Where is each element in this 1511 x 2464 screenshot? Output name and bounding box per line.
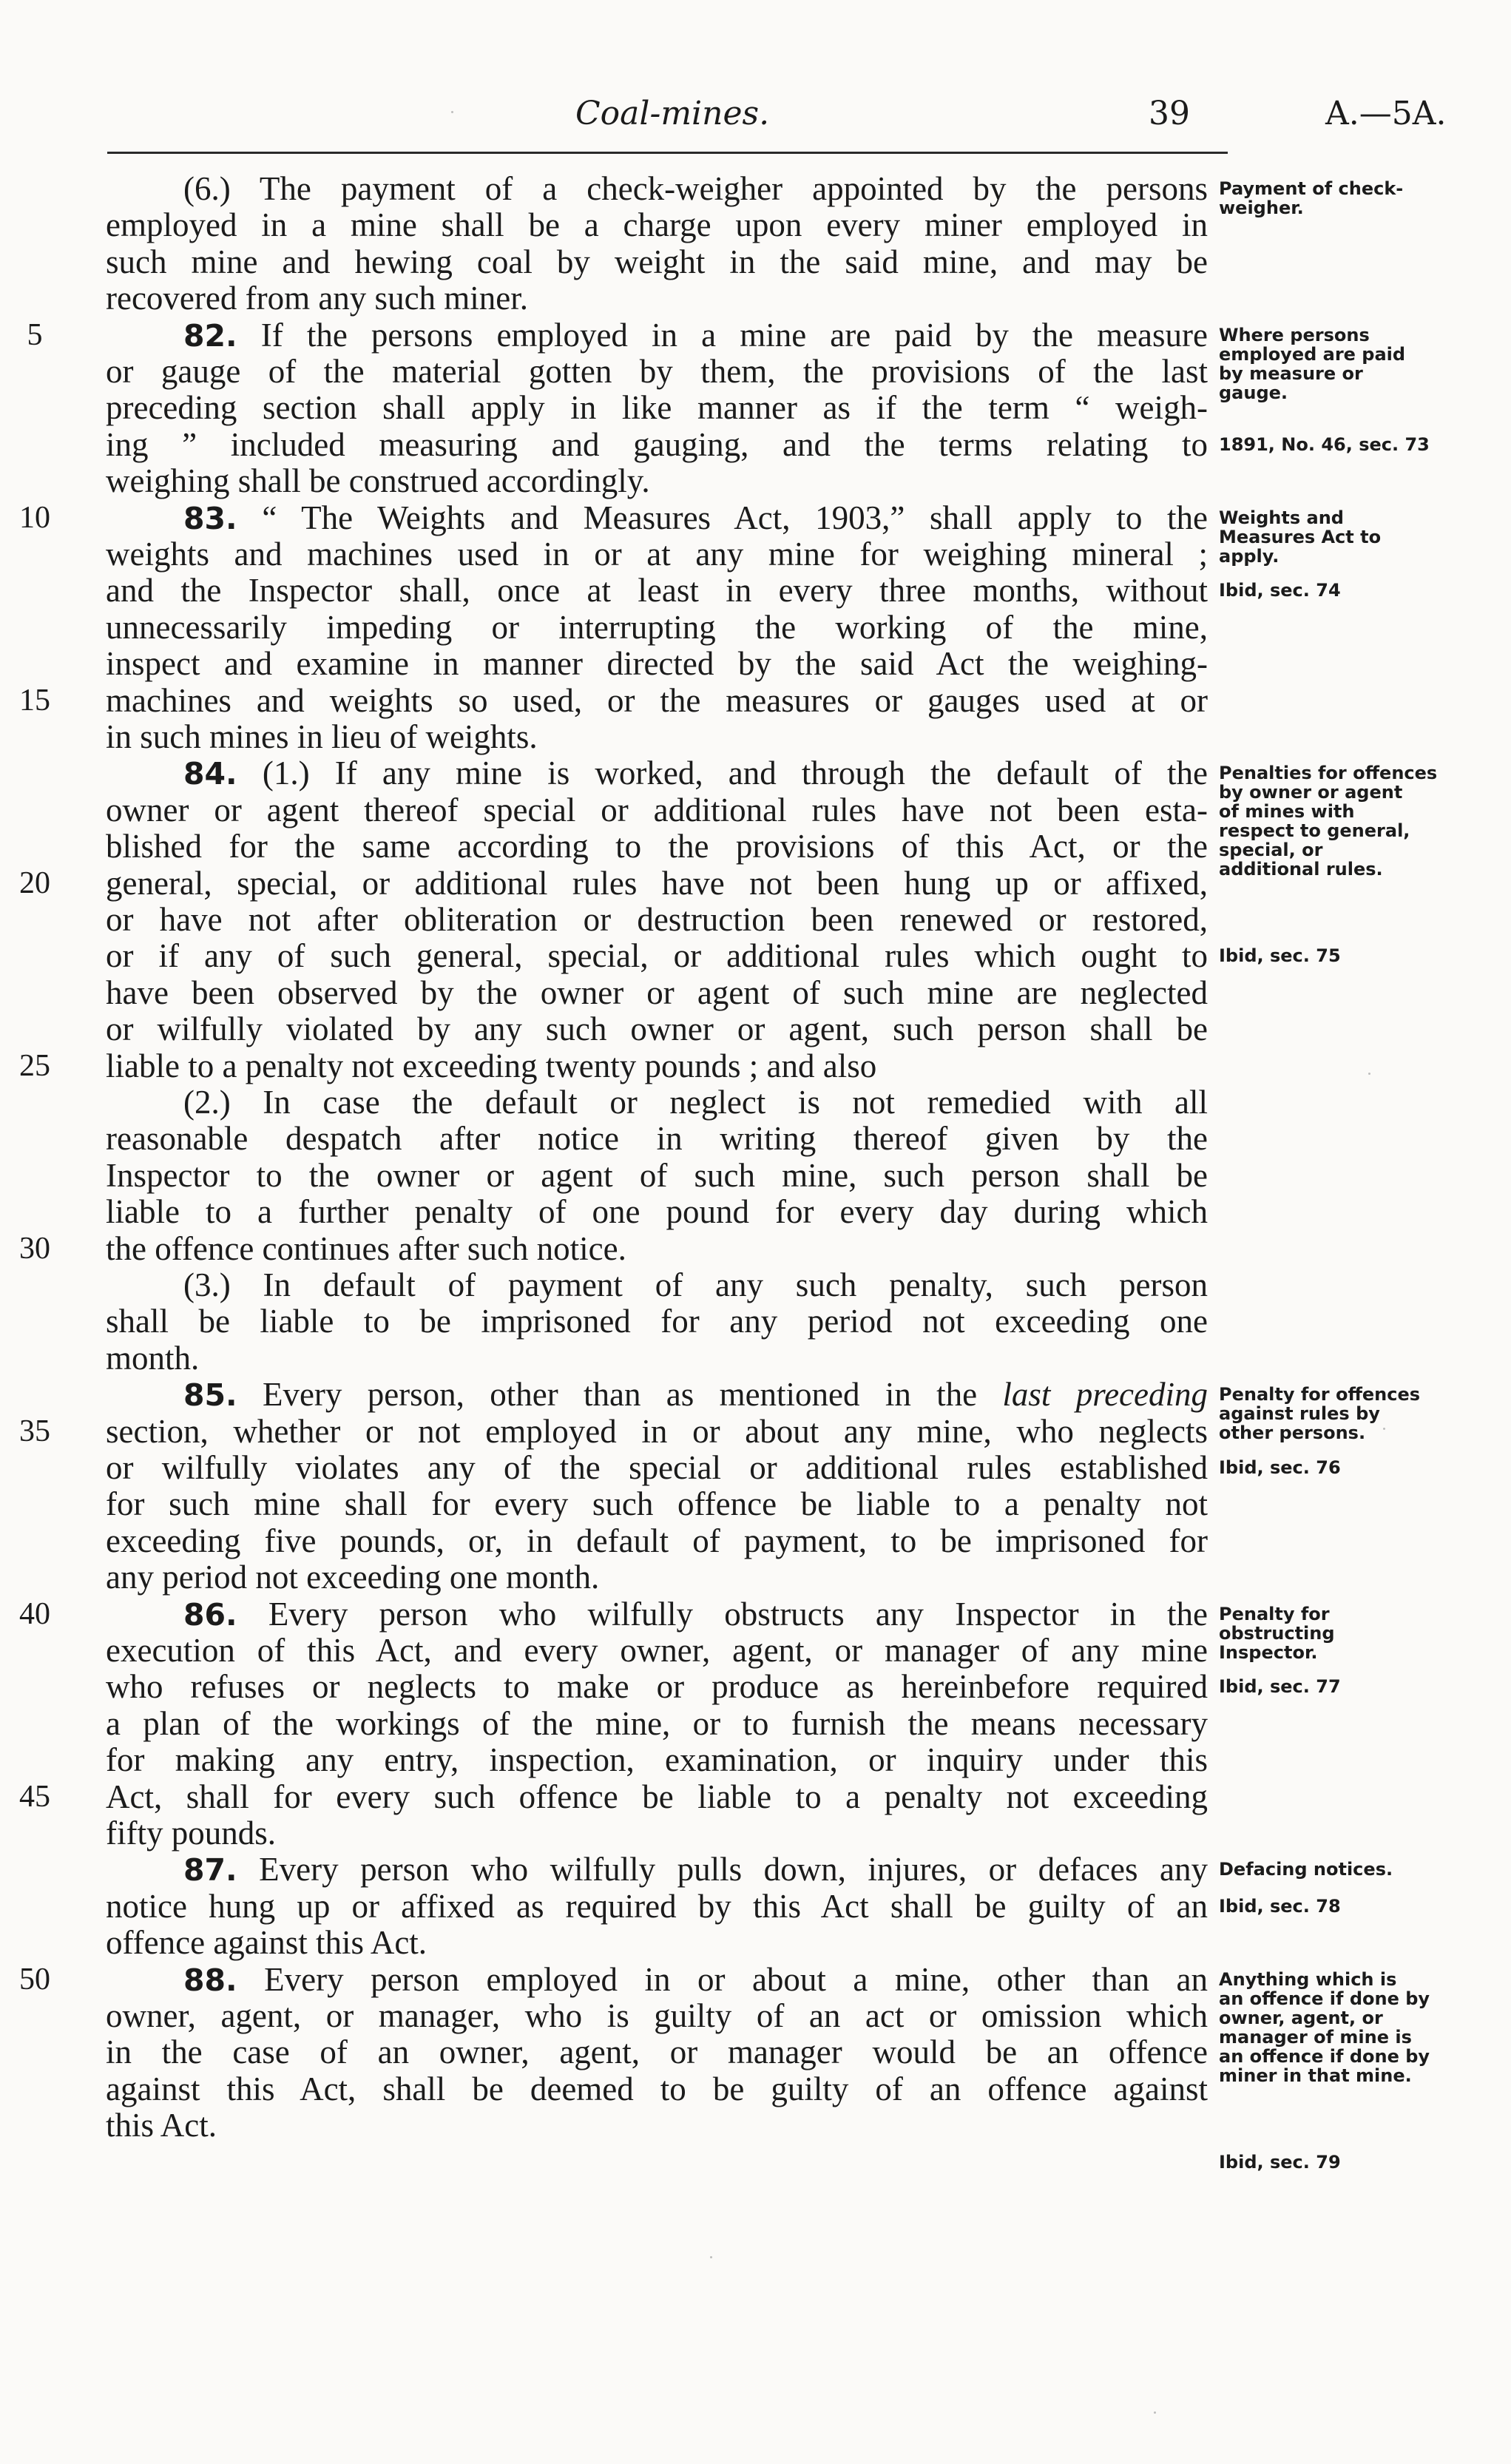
line-text: owner or agent thereof special or additional rules have not been esta- (106, 791, 1208, 828)
text-line (106, 1596, 1208, 1633)
text-line (106, 499, 1208, 536)
text-line (106, 791, 1208, 828)
line-text: Every person who wilfully obstructs any Inspector in the (268, 1596, 1208, 1633)
header-rule (107, 152, 1228, 154)
margin-note-line: Payment of check- (1219, 178, 1404, 199)
line-text: (3.) In default of payment of any such penalty, such person (183, 1266, 1208, 1303)
text-line (106, 317, 1208, 354)
margin-note (1219, 1677, 1507, 1696)
text-line (106, 1741, 1208, 1778)
margin-note (1219, 763, 1507, 879)
line-text: ing ” included measuring and gauging, and the terms relating to (106, 426, 1208, 463)
line-number: 10 (19, 501, 50, 535)
margin-note-line: Ibid, sec. 79 (1219, 2152, 1341, 2173)
line-text: “ The Weights and Measures Act, 1903,” shall apply to the (262, 499, 1208, 536)
margin-note-line: employed are paid (1219, 344, 1406, 365)
text-line (106, 1120, 1208, 1157)
margin-note-line: by measure or (1219, 363, 1363, 384)
text-line (106, 1010, 1208, 1047)
line-text: fifty pounds. (106, 1815, 276, 1852)
line-text: or have not after obliteration or destruction been renewed or restored, (106, 901, 1208, 938)
margin-note-line: Anything which is (1219, 1969, 1397, 1990)
margin-note-line: Ibid, sec. 74 (1219, 580, 1341, 601)
line-text: liable to a further penalty of one pound for every day during which (106, 1193, 1208, 1230)
text-line (106, 1924, 1208, 1961)
margin-note-line: Ibid, sec. 77 (1219, 1676, 1341, 1697)
line-text: Every person, other than as mentioned in the (262, 1376, 978, 1413)
paper-speck (451, 111, 453, 113)
text-line (106, 280, 1208, 317)
margin-note-line: by owner or agent (1219, 782, 1403, 803)
text-line (106, 1705, 1208, 1742)
text-line (106, 2070, 1208, 2107)
line-text: recovered from any such miner. (106, 280, 529, 317)
margin-note-line: respect to general, (1219, 820, 1410, 841)
margin-note-line: miner in that mine. (1219, 2065, 1412, 2086)
line-number: 35 (19, 1414, 50, 1448)
margin-note (1219, 581, 1507, 600)
text-line (106, 1413, 1208, 1450)
text-line (106, 937, 1208, 974)
text-line (106, 901, 1208, 938)
line-text: such mine and hewing coal by weight in the said mine, and may be (106, 243, 1208, 280)
text-line (106, 1997, 1208, 2034)
text-line (106, 1815, 1208, 1852)
text-line (106, 1230, 1208, 1267)
line-text: (6.) The payment of a check-weigher appointed by the persons (183, 170, 1208, 207)
line-number: 45 (19, 1780, 50, 1814)
text-line (106, 2107, 1208, 2144)
line-text: owner, agent, or manager, who is guilty of an act or omission which (106, 1997, 1208, 2034)
line-text: shall be liable to be imprisoned for any period not exceeding one (106, 1303, 1208, 1340)
margin-note (1219, 946, 1507, 965)
margin-note-line: Measures Act to (1219, 527, 1382, 547)
page-number: 39 (1149, 95, 1190, 132)
section-number: 85. (183, 1377, 237, 1413)
text-line (106, 609, 1208, 646)
line-text: the offence continues after such notice. (106, 1230, 626, 1267)
line-text: employed in a mine shall be a charge upon every miner employed in (106, 206, 1208, 243)
margin-note (1219, 1897, 1507, 1916)
line-text: blished for the same according to the provisions of this Act, or the (106, 828, 1208, 865)
margin-note-line: an offence if done by (1219, 1988, 1430, 2009)
line-text: liable to a penalty not exceeding twenty pounds ; and also (106, 1047, 877, 1084)
margin-note (1219, 1385, 1507, 1442)
text-line (106, 389, 1208, 426)
text-line (106, 1084, 1208, 1121)
line-number: 30 (19, 1232, 50, 1266)
line-text: a plan of the workings of the mine, or to furnish the means necessary (106, 1705, 1208, 1742)
text-line (106, 1047, 1208, 1084)
margin-note-line: owner, agent, or (1219, 2008, 1383, 2028)
margin-note (1219, 1458, 1507, 1477)
margin-note-line: Penalty for (1219, 1604, 1330, 1624)
text-line (106, 1961, 1208, 1998)
text-line (106, 1449, 1208, 1486)
line-text: machines and weights so used, or the measures or gauges used at or (106, 682, 1208, 719)
margin-note-line: Ibid, sec. 78 (1219, 1896, 1341, 1917)
line-text: month. (106, 1340, 200, 1377)
line-text: inspect and examine in manner directed by the said Act the weighing- (106, 645, 1208, 682)
section-number: 84. (183, 756, 237, 791)
line-text: or wilfully violated by any such owner or agent, such person shall be (106, 1010, 1208, 1047)
text-line (106, 243, 1208, 280)
text-line (106, 353, 1208, 390)
text-line (106, 682, 1208, 719)
margin-note-line: against rules by (1219, 1403, 1380, 1424)
line-text: (1.) If any mine is worked, and through the default of the (262, 755, 1209, 791)
text-line (106, 2033, 1208, 2070)
margin-note-line: weigher. (1219, 198, 1304, 218)
margin-note-line: Penalties for offences (1219, 763, 1438, 783)
text-line (106, 1668, 1208, 1705)
line-text: execution of this Act, and every owner, agent, or manager of any mine (106, 1632, 1208, 1669)
text-line (106, 1303, 1208, 1340)
text-line (106, 1193, 1208, 1230)
margin-note (1219, 325, 1507, 402)
line-number: 50 (19, 1962, 50, 1996)
text-line (106, 645, 1208, 682)
margin-note (1219, 435, 1507, 454)
margin-note-line: special, or (1219, 840, 1323, 860)
line-text: weighing shall be construed accordingly. (106, 462, 650, 499)
margin-note-line: Ibid, sec. 76 (1219, 1457, 1341, 1478)
paper-speck (1154, 2411, 1156, 2414)
section-number: 83. (183, 501, 237, 536)
line-text: (2.) In case the default or neglect is not remedied with all (183, 1084, 1208, 1121)
emphasis-text: last preceding (1002, 1376, 1209, 1413)
text-line (106, 718, 1208, 755)
line-text: exceeding five pounds, or, in default of payment, to be imprisoned for (106, 1522, 1208, 1559)
line-text: notice hung up or affixed as required by this Act shall be guilty of an (106, 1888, 1208, 1925)
margin-note (1219, 2153, 1507, 2172)
line-text: and the Inspector shall, once at least in every three months, without (106, 572, 1208, 609)
line-text: in such mines in lieu of weights. (106, 718, 538, 755)
margin-note-line: Penalty for offences (1219, 1384, 1421, 1405)
line-text: reasonable despatch after notice in writing thereof given by the (106, 1120, 1208, 1157)
margin-note-line: Ibid, sec. 75 (1219, 945, 1341, 966)
margin-note (1219, 508, 1507, 566)
line-text: for such mine shall for every such offence be liable to a penalty not (106, 1485, 1208, 1522)
margin-note-line: obstructing (1219, 1623, 1335, 1644)
line-text: unnecessarily impeding or interrupting the working of the mine, (106, 609, 1208, 646)
paper-speck (1368, 1073, 1370, 1075)
running-header-title: Coal-mines. (575, 95, 770, 132)
section-number: 82. (183, 318, 237, 354)
text-line (106, 1559, 1208, 1596)
margin-note (1219, 1970, 1507, 2085)
line-text: have been observed by the owner or agent of such mine are neglected (106, 974, 1208, 1011)
text-line (106, 974, 1208, 1011)
margin-note-line: gauge. (1219, 382, 1288, 403)
line-text: section, whether or not employed in or about any mine, who neglects (106, 1413, 1208, 1450)
line-text: preceding section shall apply in like manner as if the term “ weigh- (106, 389, 1208, 426)
text-line (106, 1266, 1208, 1303)
margin-note-line: manager of mine is (1219, 2027, 1412, 2048)
text-line (106, 572, 1208, 609)
text-line (106, 755, 1208, 791)
margin-note-line: an offence if done by (1219, 2046, 1430, 2067)
margin-note-line: Weights and (1219, 507, 1344, 528)
line-text: in the case of an owner, agent, or manager would be an offence (106, 2033, 1208, 2070)
line-text: Every person employed in or about a mine, other than an (264, 1961, 1208, 1998)
line-text: for making any entry, inspection, examination, or inquiry under this (106, 1741, 1208, 1778)
line-text: Act, shall for every such offence be liable to a penalty not exceeding (106, 1778, 1208, 1815)
document-reference: A.—5A. (1325, 95, 1447, 132)
text-line (106, 1157, 1208, 1194)
margin-note (1219, 1604, 1507, 1662)
margin-note (1219, 1860, 1507, 1879)
line-text: who refuses or neglects to make or produce as hereinbefore required (106, 1668, 1208, 1705)
text-line (106, 206, 1208, 243)
text-line (106, 1851, 1208, 1888)
text-line (106, 1888, 1208, 1925)
line-text: If the persons employed in a mine are paid by the measure (260, 317, 1209, 354)
margin-note-line: of mines with (1219, 801, 1355, 822)
line-text: this Act. (106, 2107, 217, 2144)
paper-speck (710, 2256, 712, 2258)
line-number: 20 (19, 866, 50, 900)
text-line (106, 170, 1208, 207)
text-line (106, 1522, 1208, 1559)
section-number: 88. (183, 1962, 237, 1998)
text-line (106, 1485, 1208, 1522)
text-line (106, 1632, 1208, 1669)
line-number: 40 (19, 1597, 50, 1631)
text-line (106, 1376, 1208, 1413)
line-text: weights and machines used in or at any mine for weighing mineral ; (106, 536, 1208, 573)
line-text: Inspector to the owner or agent of such mine, such person shall be (106, 1157, 1208, 1194)
line-text: against this Act, shall be deemed to be guilty of an offence against (106, 2070, 1208, 2107)
text-line (106, 426, 1208, 463)
line-number: 15 (19, 683, 50, 718)
text-line (106, 1778, 1208, 1815)
line-text: Every person who wilfully pulls down, injures, or defaces any (259, 1851, 1209, 1888)
text-line (106, 828, 1208, 865)
line-number: 5 (27, 318, 43, 352)
line-text: any period not exceeding one month. (106, 1559, 600, 1596)
line-text: or gauge of the material gotten by them, the provisions of the last (106, 353, 1208, 390)
line-text: offence against this Act. (106, 1924, 427, 1961)
paper-speck (1383, 1428, 1385, 1430)
margin-note-line: apply. (1219, 546, 1280, 567)
section-number: 87. (183, 1852, 237, 1888)
line-text: or if any of such general, special, or additional rules which ought to (106, 937, 1208, 974)
line-number: 25 (19, 1049, 50, 1083)
margin-note-line: other persons. (1219, 1422, 1366, 1443)
text-line (106, 536, 1208, 573)
margin-note-line: Defacing notices. (1219, 1859, 1393, 1880)
text-line (106, 865, 1208, 902)
margin-note-line: Where persons (1219, 325, 1370, 345)
margin-note-line: Inspector. (1219, 1642, 1318, 1663)
text-line (106, 1340, 1208, 1377)
line-text: or wilfully violates any of the special or additional rules established (106, 1449, 1208, 1486)
margin-note (1219, 179, 1507, 217)
margin-note-line: 1891, No. 46, sec. 73 (1219, 434, 1430, 455)
line-text: general, special, or additional rules have not been hung up or affixed, (106, 865, 1208, 902)
text-line (106, 462, 1208, 499)
margin-note-line: additional rules. (1219, 859, 1383, 880)
section-number: 86. (183, 1597, 237, 1633)
